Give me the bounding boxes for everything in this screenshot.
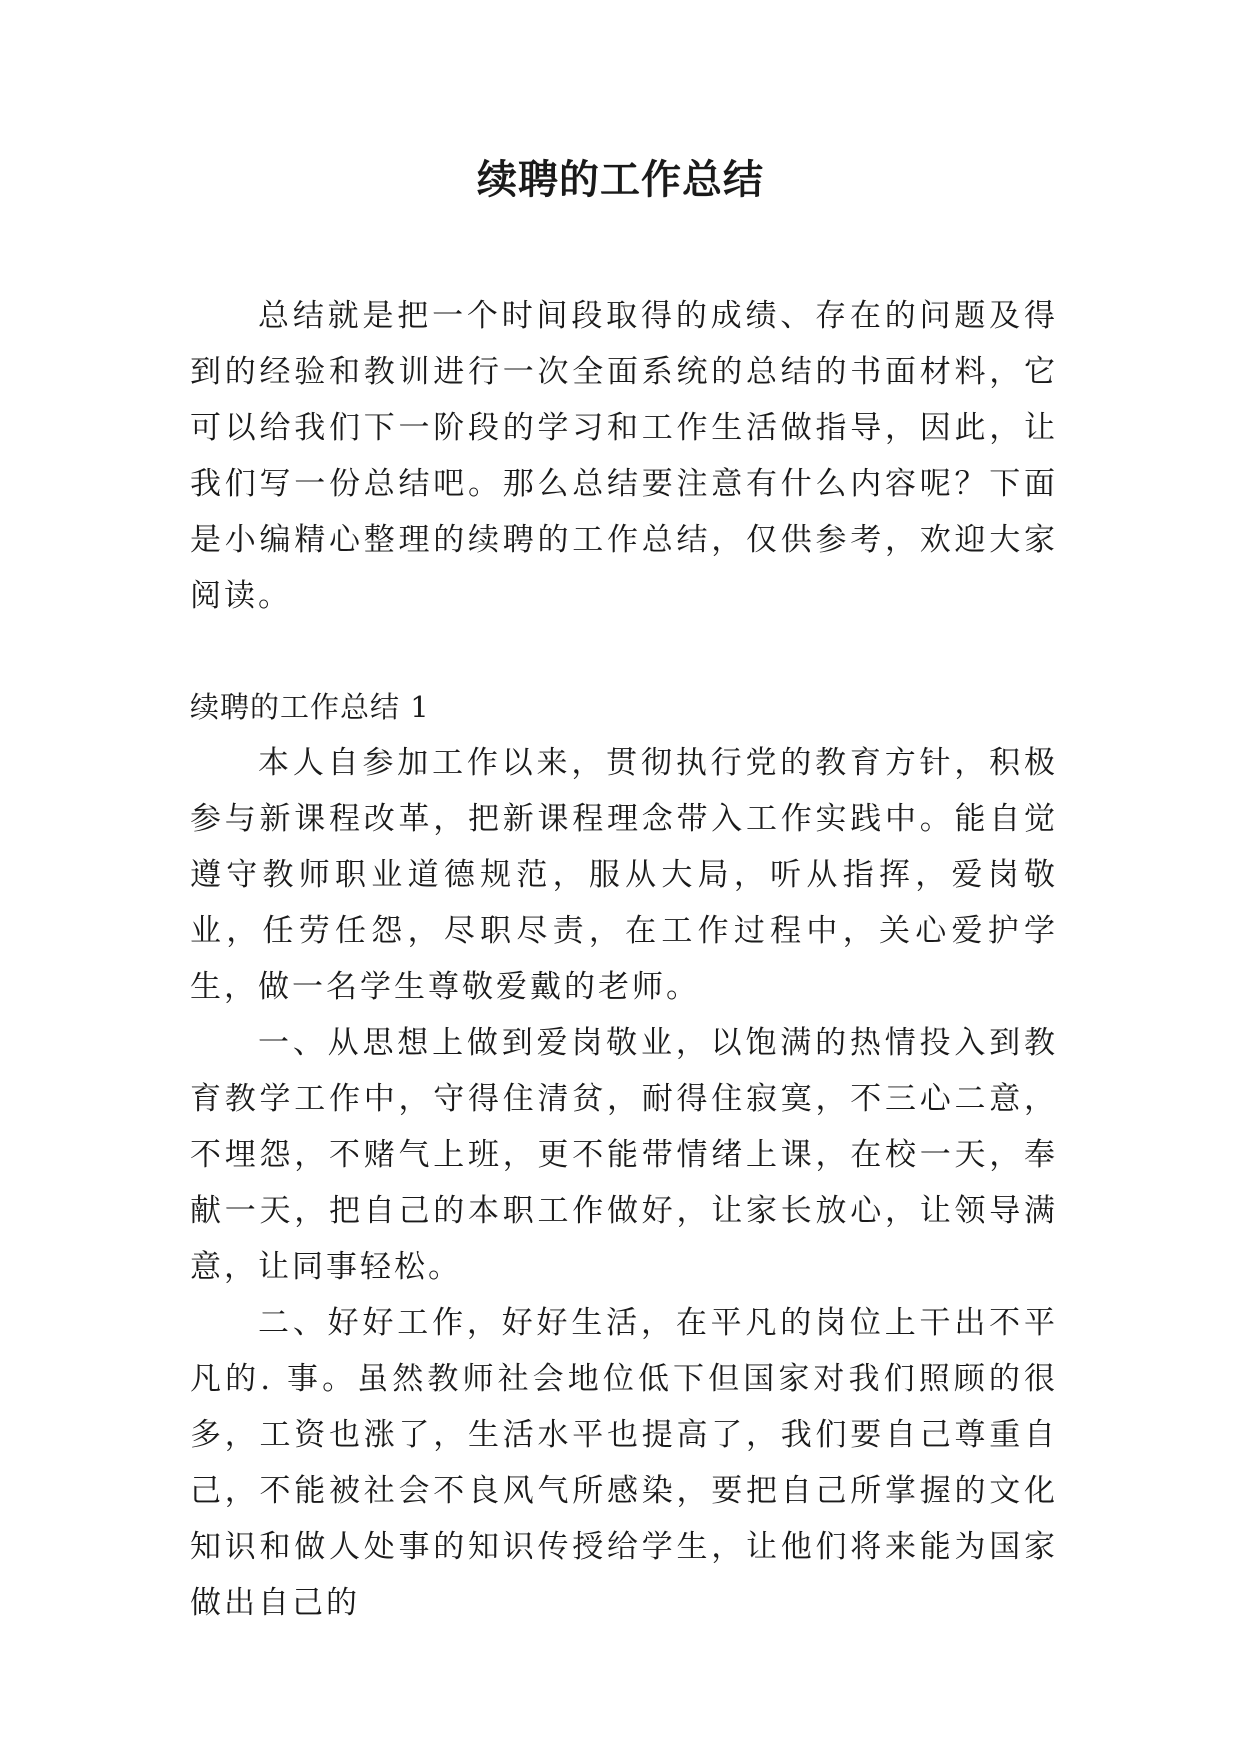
section-heading: 续聘的工作总结 1	[190, 690, 430, 724]
body-paragraph-3: 二、好好工作，好好生活，在平凡的岗位上干出不平凡的. 事。虽然教师社会地位低下但国家对我们照顾的很多，工资也涨了，生活水平也提高了，我们要自己尊重自己，不能被社会不良风气所感染，要把自己所掌握的文化知识和做人处事的知识传授给学生，让他们将来能为国家做出自己的	[190, 1305, 1058, 1621]
document-body	[190, 288, 1058, 1631]
document-title: 续聘的工作总结	[477, 156, 764, 203]
body-paragraph-1: 本人自参加工作以来，贯彻执行党的教育方针，积极参与新课程改革，把新课程理念带入工作实践中。能自觉遵守教师职业道德规范，服从大局，听从指挥，爱岗敬业，任劳任怨，尽职尽责，在工作过程中，关心爱护学生，做一名学生尊敬爱戴的老师。	[190, 745, 1058, 1005]
body-paragraph-2: 一、从思想上做到爱岗敬业，以饱满的热情投入到教育教学工作中，守得住清贫，耐得住寂寞，不三心二意，不埋怨，不赌气上班，更不能带情绪上课，在校一天，奉献一天，把自己的本职工作做好，让家长放心，让领导满意，让同事轻松。	[190, 1025, 1058, 1285]
intro-paragraph: 总结就是把一个时间段取得的成绩、存在的问题及得到的经验和教训进行一次全面系统的总结的书面材料，它可以给我们下一阶段的学习和工作生活做指导，因此，让我们写一份总结吧。那么总结要注意有什么内容呢？下面是小编精心整理的续聘的工作总结，仅供参考，欢迎大家阅读。	[190, 298, 1058, 614]
